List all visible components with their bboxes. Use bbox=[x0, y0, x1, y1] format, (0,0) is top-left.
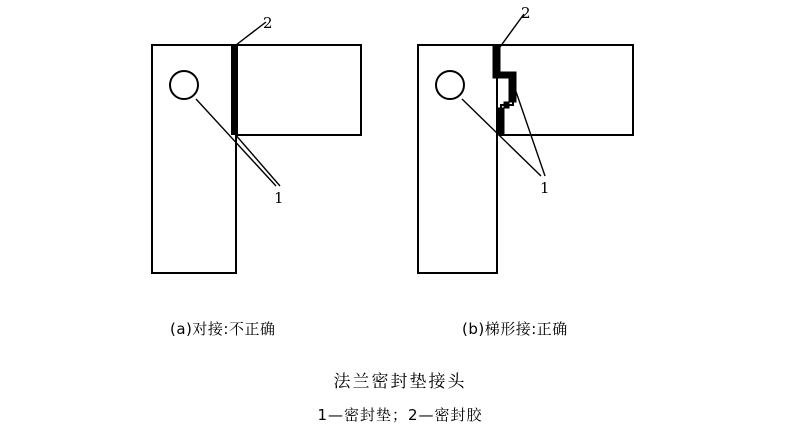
subfigure-b-drawing bbox=[418, 14, 633, 273]
subfigure-caption-b: (b)梯形接:正确 bbox=[462, 320, 568, 338]
figure-title: 法兰密封垫接头 bbox=[333, 372, 467, 392]
gasket-butt-joint-a bbox=[231, 45, 238, 135]
figure-legend: 1—密封垫；2—密封胶 bbox=[317, 406, 483, 424]
leader-line-a-1-right bbox=[234, 133, 280, 186]
subfigure-a-drawing bbox=[152, 22, 361, 273]
callout-label-a-2: 2 bbox=[263, 14, 273, 32]
subfigure-caption-a: (a)对接:不正确 bbox=[170, 320, 276, 338]
callout-label-b-2: 2 bbox=[521, 4, 531, 22]
callout-label-b-1: 1 bbox=[540, 179, 550, 197]
leader-line-a-2 bbox=[236, 22, 266, 45]
bolt-hole-b bbox=[436, 71, 464, 99]
callout-label-a-1: 1 bbox=[274, 189, 284, 207]
bolt-hole-a bbox=[170, 71, 198, 99]
flange-horizontal-b bbox=[497, 45, 633, 135]
flange-horizontal-a bbox=[236, 45, 361, 135]
